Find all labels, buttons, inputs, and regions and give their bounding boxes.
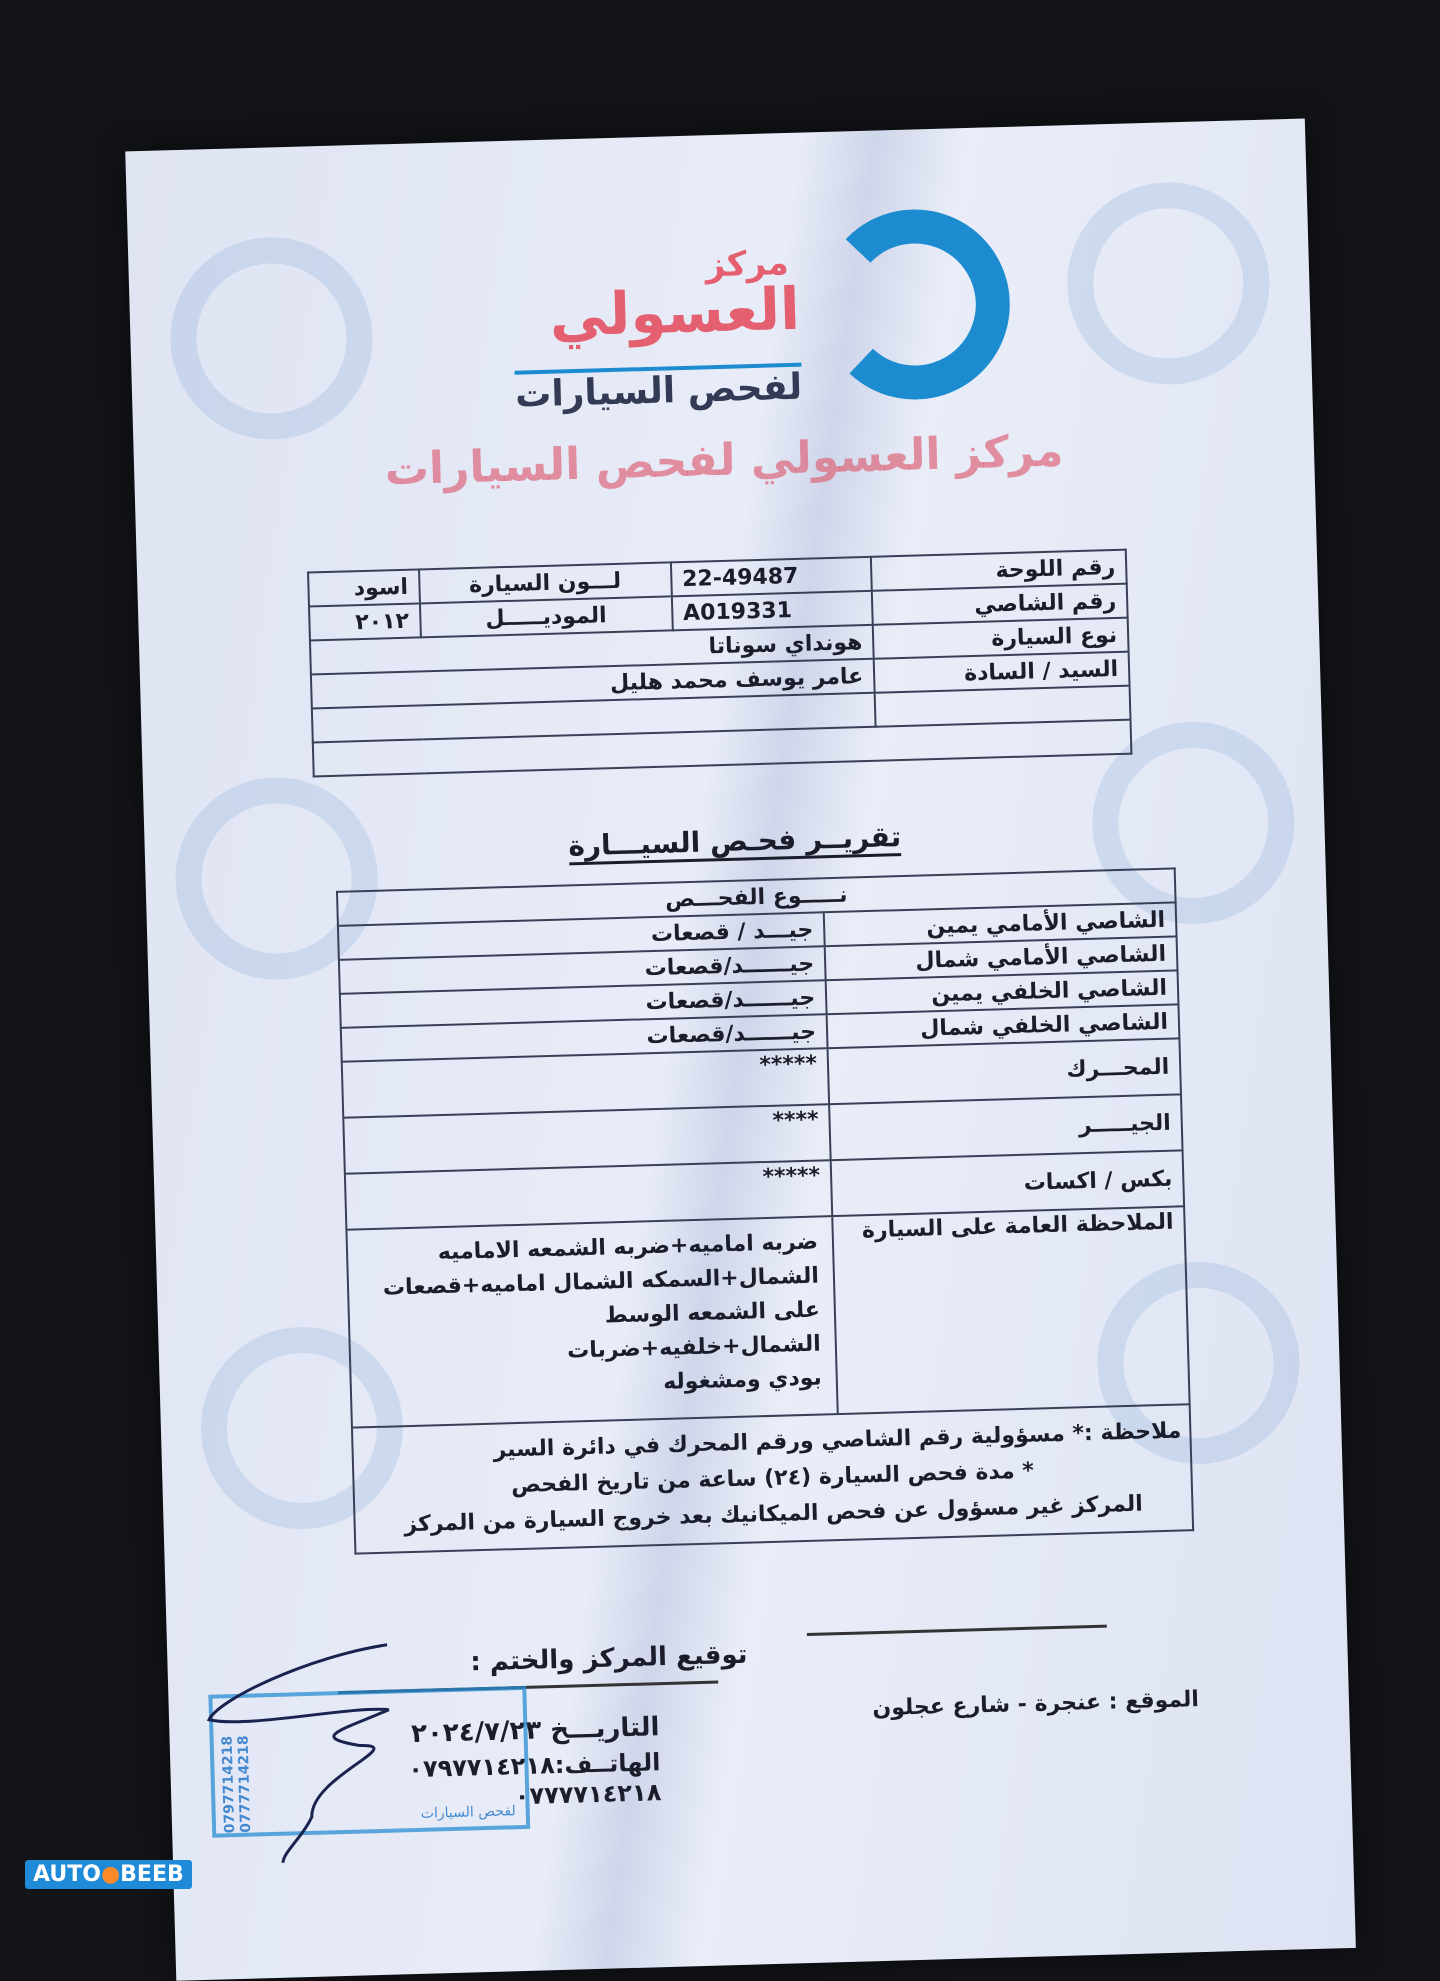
row-value: **** bbox=[343, 1104, 830, 1174]
logo-text-sub: لفحص السيارات bbox=[515, 363, 803, 416]
stamp-text: لفحص السيارات bbox=[420, 1803, 516, 1822]
row-label: الشاصي الأمامي يمين bbox=[824, 902, 1177, 946]
inspection-table bbox=[336, 867, 1194, 1554]
general-notes bbox=[346, 1216, 837, 1427]
watermark-beeb: BEEB bbox=[120, 1862, 184, 1887]
type-label: نوع السيارة bbox=[873, 618, 1129, 659]
chassis-label: رقم الشاصي bbox=[872, 584, 1128, 625]
table-row bbox=[346, 1206, 1189, 1427]
note-line: الشمال+السمكه الشمال اماميه+قصعات bbox=[382, 1263, 820, 1301]
color-value: اسود bbox=[308, 569, 419, 606]
row-value: جيــــــد/قصعات bbox=[340, 980, 827, 1028]
general-notes-label: الملاحظة العامة على السيارة bbox=[832, 1206, 1189, 1414]
row-label: الجيـــــر bbox=[829, 1094, 1182, 1160]
owner-label: السيد / السادة bbox=[874, 652, 1130, 693]
note-line: على الشمعه الوسط الشمال+خلفيه+ضربات bbox=[566, 1297, 822, 1364]
note-line: ضربه اماميه+ضربه الشمعه الاماميه bbox=[437, 1229, 819, 1266]
autobeeb-watermark: AUTO●BEEB bbox=[25, 1860, 192, 1889]
row-label: الشاصي الخلفي يمين bbox=[826, 970, 1179, 1014]
watermark-auto: AUTO bbox=[33, 1862, 101, 1887]
inspection-report-paper bbox=[125, 119, 1356, 1981]
phone-value: ٠٧٧٧٧١٤٢١٨ bbox=[514, 1778, 662, 1811]
row-label: الشاصي الخلفي شمال bbox=[827, 1004, 1180, 1048]
phone-value: ٠٧٩٧٧١٤٢١٨ bbox=[407, 1751, 556, 1784]
center-logo bbox=[487, 207, 1012, 421]
date-value: ٢٠٢٤/٧/٢٣ bbox=[410, 1715, 542, 1750]
logo-text-small: مركز bbox=[704, 243, 790, 286]
model-value: ٢٠١٢ bbox=[309, 603, 420, 640]
row-label: المحـــرك bbox=[828, 1038, 1181, 1104]
row-value: جيـــد / قصعات bbox=[338, 912, 825, 960]
vehicle-info-table bbox=[307, 549, 1132, 778]
handwritten-signature-icon bbox=[187, 1631, 533, 1870]
note-line: بودي ومشغوله bbox=[662, 1365, 823, 1395]
row-value: جيــــــد/قصعات bbox=[341, 1014, 828, 1062]
disclaimer-line: * مدة فحص السيارة (٢٤) ساعة من تاريخ الفحص bbox=[510, 1458, 1035, 1499]
center-title: مركز العسولي لفحص السيارات bbox=[384, 425, 1065, 496]
plate-label: رقم اللوحة bbox=[871, 550, 1127, 591]
type-value: هونداي سوناتا bbox=[310, 625, 874, 675]
report-heading-text: تقريــر فحـص السيـــارة bbox=[568, 820, 902, 865]
inspection-type-header: نـــــوع الفحـــص bbox=[337, 868, 1176, 925]
disclaimer-line: ملاحظة :* مسؤولية رقم الشاصي ورقم المحرك في دائرة السير bbox=[493, 1418, 1182, 1463]
logo-text-main: العسولي bbox=[548, 274, 801, 350]
watermark-logo-icon bbox=[168, 235, 376, 443]
divider bbox=[807, 1625, 1107, 1636]
row-label: الشاصي الأمامي شمال bbox=[825, 936, 1178, 980]
row-label: بكس / اكسات bbox=[831, 1150, 1184, 1216]
disclaimer bbox=[352, 1404, 1193, 1553]
row-value: ***** bbox=[345, 1160, 832, 1230]
chassis-value: A019331 bbox=[672, 591, 873, 631]
disclaimer-line: المركز غير مسؤول عن فحص الميكانيك بعد خروج السيارة من المركز bbox=[404, 1491, 1144, 1538]
phone-label: الهاتــف: bbox=[554, 1748, 661, 1780]
row-value: جيــــــد/قصعات bbox=[339, 946, 826, 994]
plate-value: 22-49487 bbox=[671, 557, 872, 597]
watermark-logo-icon bbox=[1065, 180, 1273, 388]
model-label: الموديـــــل bbox=[419, 596, 672, 637]
logo-circle-icon bbox=[817, 207, 1012, 402]
color-label: لـــون السيارة bbox=[419, 562, 672, 603]
row-value: ***** bbox=[342, 1048, 829, 1118]
date-label: التاريـــخ bbox=[549, 1712, 660, 1746]
owner-value: عامر يوسف محمد هليل bbox=[311, 659, 875, 709]
signature-label: توقيع المركز والختم : bbox=[469, 1639, 748, 1678]
stamp-numbers: 0797714218 0777714218 bbox=[219, 1735, 255, 1834]
location-text: الموقع : عنجرة - شارع عجلون bbox=[872, 1687, 1200, 1722]
